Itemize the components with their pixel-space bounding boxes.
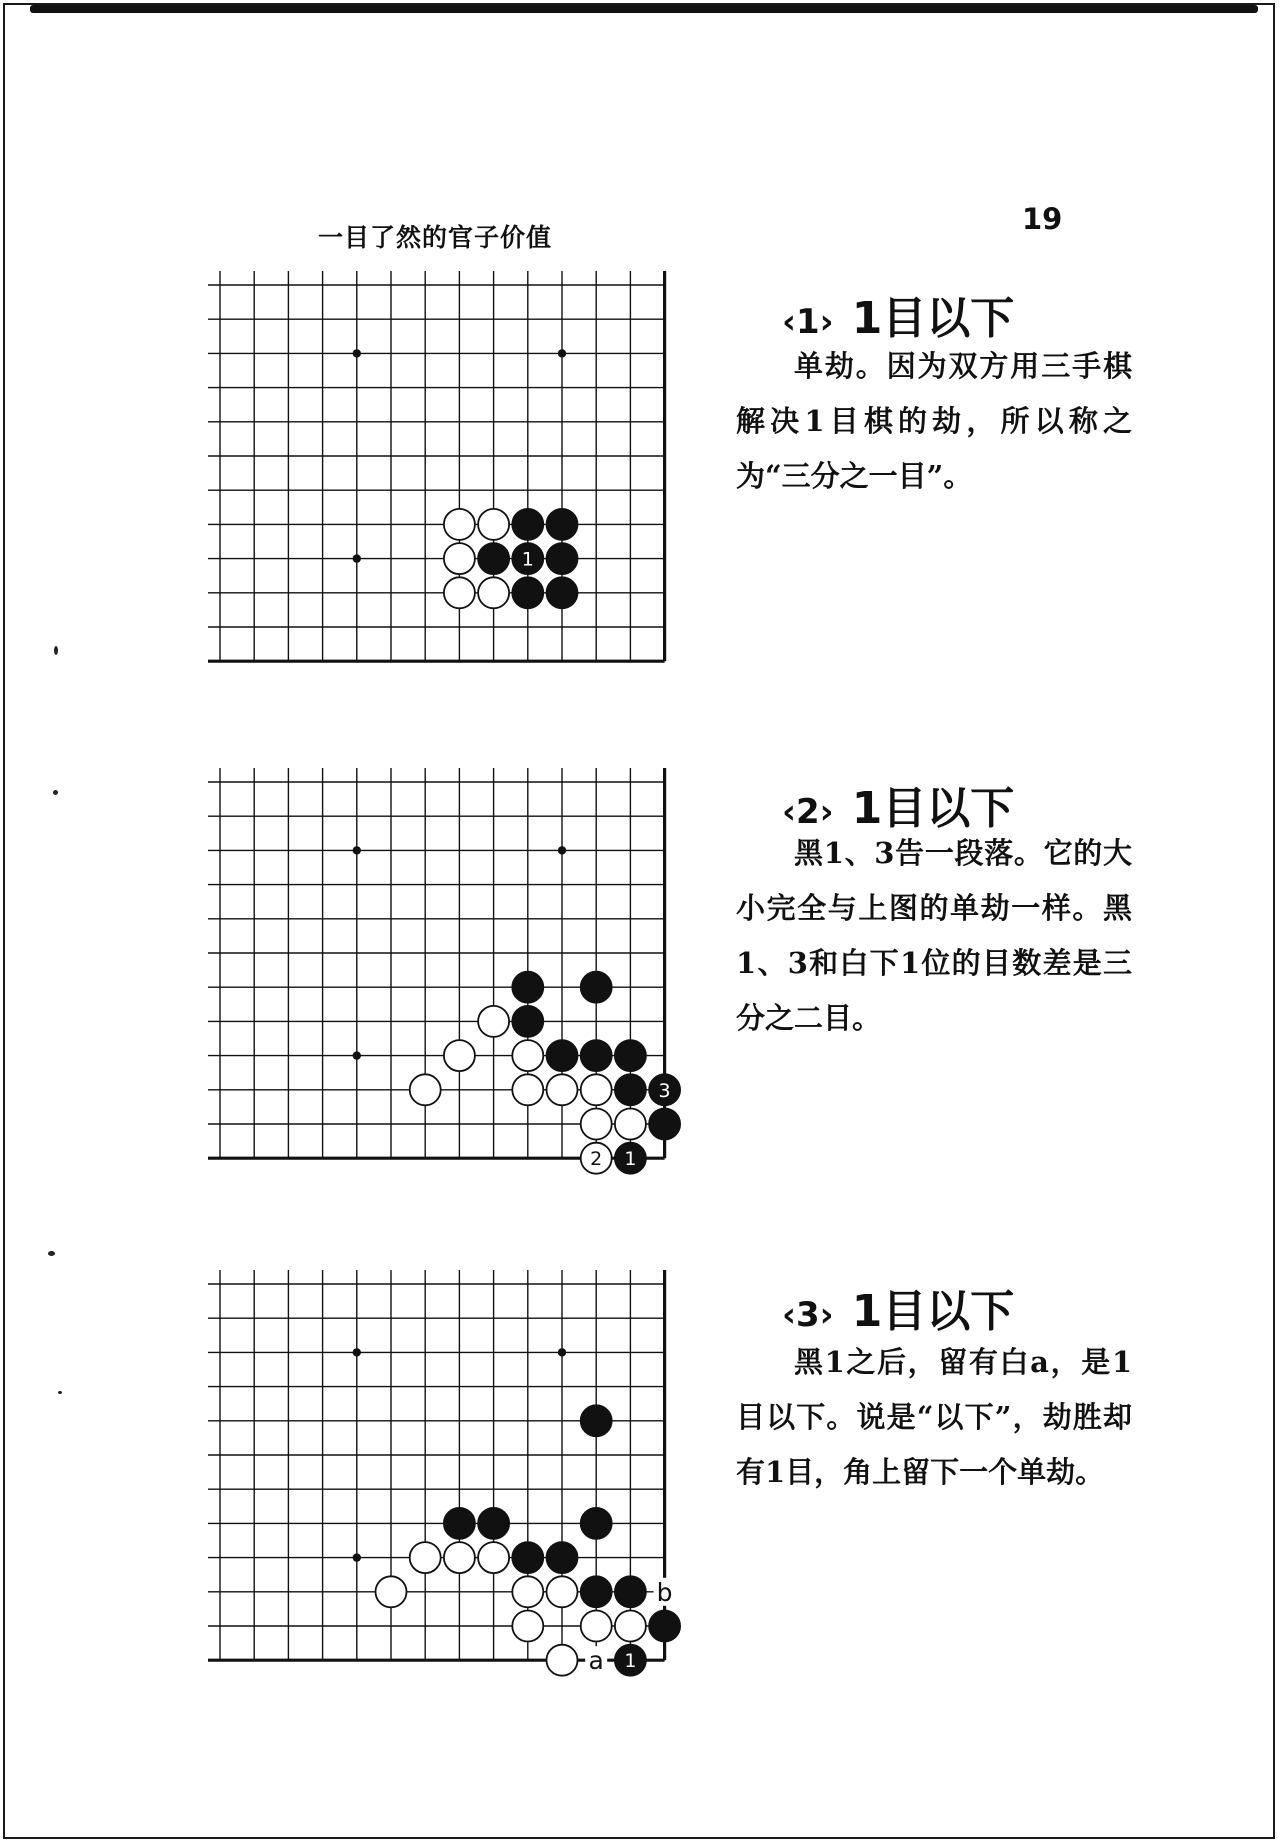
- problem-2-text: 黑1、3告一段落。它的大小完全与上图的单劫一样。黑1、3和白下1位的目数差是三分之二目。: [736, 836, 1132, 1035]
- white-stone: [376, 1576, 407, 1607]
- problem-1-heading: 1目以下: [851, 293, 1015, 344]
- white-stone: [547, 1576, 578, 1607]
- white-stone: [478, 1006, 509, 1037]
- top-rule: [30, 5, 1258, 13]
- black-stone: [478, 543, 509, 574]
- white-stone: [512, 1611, 543, 1642]
- problem-1-index: ‹1›: [782, 302, 834, 342]
- scan-speck: [48, 1251, 55, 1256]
- white-stone: [478, 577, 509, 608]
- black-stone: [444, 1508, 475, 1539]
- problem-3-index: ‹3›: [782, 1295, 834, 1335]
- star-point: [353, 349, 361, 357]
- scan-speck: [53, 790, 58, 795]
- page-number: 19: [1022, 202, 1063, 236]
- running-title: 一目了然的官子价值: [318, 223, 553, 252]
- black-stone: [547, 509, 578, 540]
- go-diagram-3: [210, 1279, 686, 1689]
- star-point: [353, 1051, 361, 1059]
- white-stone: [410, 1074, 441, 1105]
- black-stone: [581, 1508, 612, 1539]
- white-stone: [615, 1611, 646, 1642]
- black-stone: [615, 1040, 646, 1071]
- white-stone: [478, 1542, 509, 1573]
- black-stone: [581, 1040, 612, 1071]
- problem-2-index: ‹2›: [782, 792, 834, 832]
- problem-3-heading: 1目以下: [851, 1286, 1015, 1337]
- white-stone: [512, 1074, 543, 1105]
- move-number-label: 1: [624, 1650, 637, 1673]
- go-diagram-2: [210, 777, 686, 1187]
- white-stone: [478, 509, 509, 540]
- problem-2-heading: 1目以下: [851, 783, 1015, 834]
- problem-3-title: [782, 1275, 1014, 1339]
- point-letter-b: b: [656, 1577, 673, 1607]
- black-stone: [512, 1542, 543, 1573]
- black-stone: [649, 1109, 680, 1140]
- star-point: [353, 1553, 361, 1561]
- black-stone: [615, 1074, 646, 1105]
- black-stone: [547, 543, 578, 574]
- white-stone: [444, 577, 475, 608]
- black-stone: [581, 1576, 612, 1607]
- black-stone: [512, 509, 543, 540]
- black-stone: [512, 972, 543, 1003]
- go-diagram-1: [210, 280, 686, 690]
- black-stone: [581, 1405, 612, 1436]
- star-point: [558, 1348, 566, 1356]
- move-number-label: 2: [590, 1148, 603, 1171]
- white-stone: [581, 1611, 612, 1642]
- move-number-label: 3: [658, 1079, 671, 1102]
- black-stone: [478, 1508, 509, 1539]
- white-stone: [547, 1645, 578, 1676]
- white-stone: [444, 1542, 475, 1573]
- black-stone: [547, 577, 578, 608]
- black-stone: [547, 1040, 578, 1071]
- problem-1-text: 单劫。因为双方用三手棋解决1目棋的劫，所以称之为“三分之一目”。: [736, 349, 1132, 493]
- white-stone: [410, 1542, 441, 1573]
- point-letter-a: a: [588, 1646, 604, 1676]
- problem-1-title: [782, 282, 1014, 346]
- star-point: [353, 1348, 361, 1356]
- white-stone: [512, 1576, 543, 1607]
- white-stone: [444, 1040, 475, 1071]
- white-stone: [512, 1040, 543, 1071]
- black-stone: [615, 1576, 646, 1607]
- star-point: [558, 349, 566, 357]
- white-stone: [581, 1074, 612, 1105]
- black-stone: [512, 577, 543, 608]
- white-stone: [547, 1074, 578, 1105]
- white-stone: [444, 509, 475, 540]
- scan-speck: [54, 646, 58, 655]
- scan-speck: [58, 1391, 62, 1394]
- white-stone: [581, 1109, 612, 1140]
- star-point: [353, 554, 361, 562]
- white-stone: [444, 543, 475, 574]
- black-stone: [512, 1006, 543, 1037]
- star-point: [353, 846, 361, 854]
- black-stone: [547, 1542, 578, 1573]
- board-grid: [208, 271, 665, 661]
- black-stone: [649, 1611, 680, 1642]
- move-number-label: 1: [624, 1148, 637, 1171]
- move-number-label: 1: [521, 548, 534, 571]
- problem-3-text: 黑1之后，留有白a，是1目以下。说是“以下”，劫胜却有1目，角上留下一个单劫。: [736, 1345, 1132, 1489]
- white-stone: [615, 1109, 646, 1140]
- black-stone: [581, 972, 612, 1003]
- star-point: [558, 846, 566, 854]
